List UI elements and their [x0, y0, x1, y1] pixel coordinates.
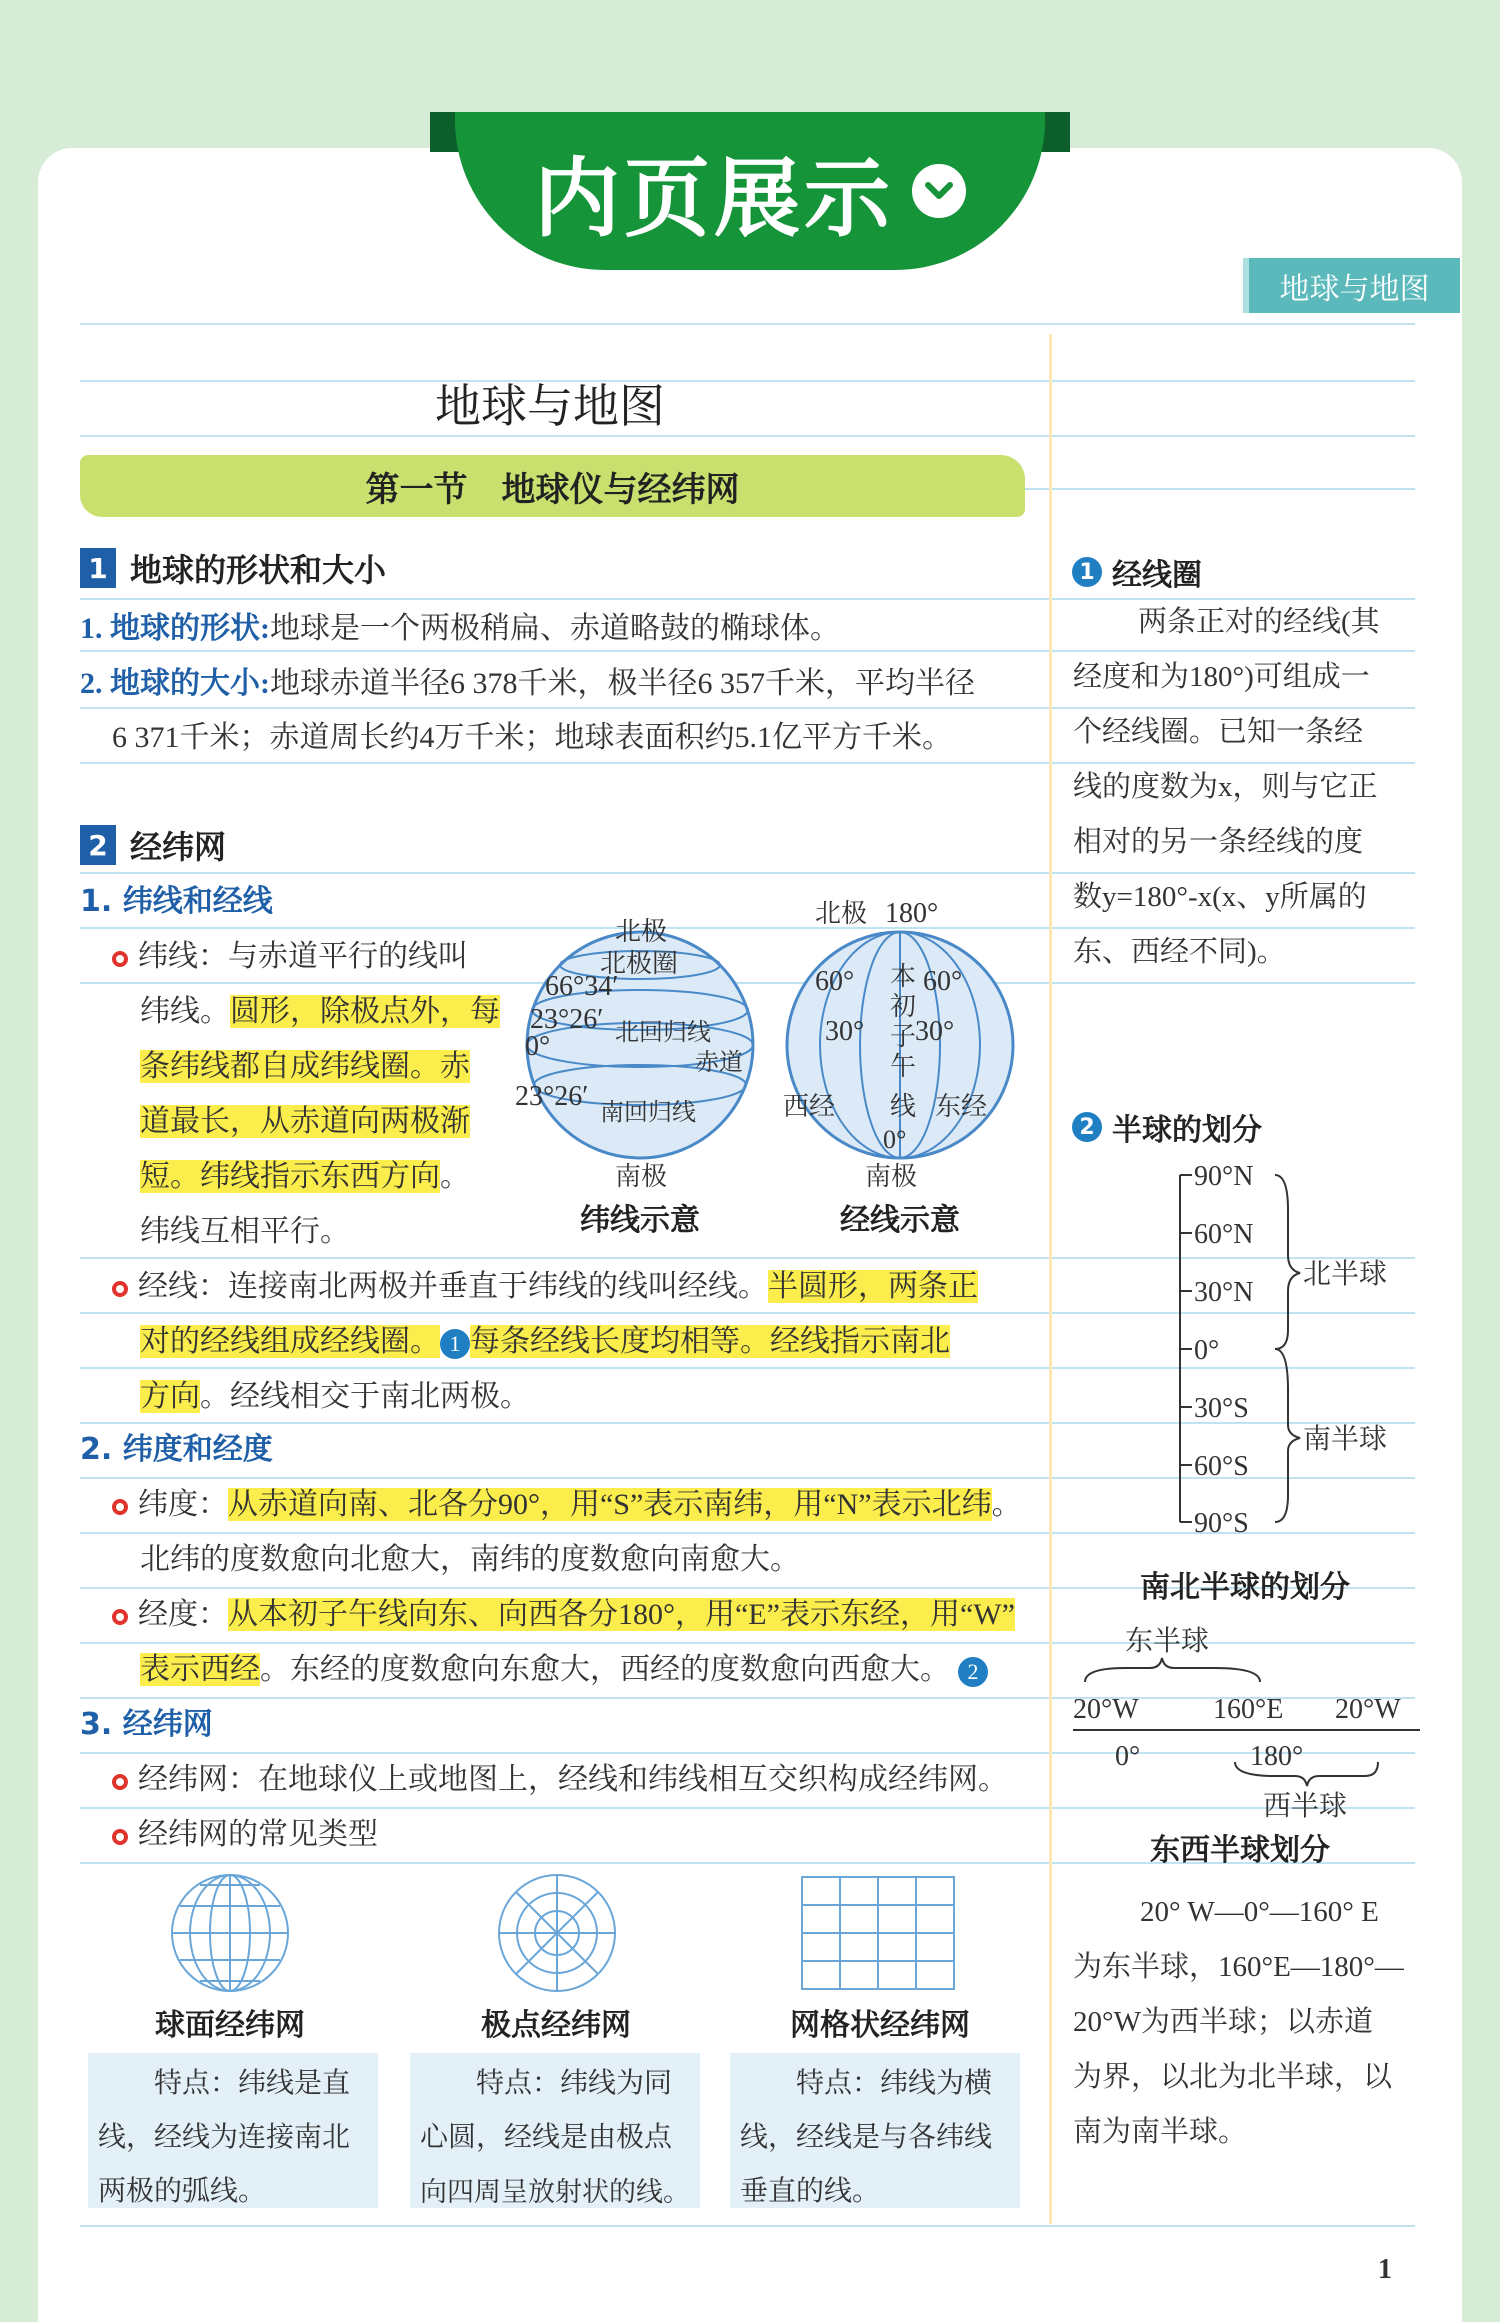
- side-note-2-heading: [1072, 1105, 1262, 1149]
- subheading-lat-lon: 1. 纬线和经线: [80, 884, 273, 919]
- ew-w20b-label: 20°W: [1335, 1694, 1401, 1725]
- lon-e30-label: 30°: [915, 1016, 955, 1047]
- side-note-1-line-7: 东、西经不同)。: [1073, 936, 1286, 968]
- ns-hemisphere-caption: 南北半球的划分: [1140, 1570, 1350, 1605]
- lat-deg3-label: 23°26′: [515, 1081, 589, 1112]
- latdeg-line-1: 纬度：从赤道向南、北各分90°，用“S”表示南纬，用“N”表示北纬。: [112, 1478, 1022, 1532]
- prime-char-1: 本: [890, 962, 917, 991]
- size-paragraph: 2. 地球的大小:地球赤道半径6 378千米，极半径6 357千米，平均半径: [80, 667, 975, 700]
- lat-line-4: 道最长，从赤道向两极渐: [140, 1105, 470, 1138]
- lon-w30-label: 30°: [825, 1016, 865, 1047]
- grid-feature-box-1: 特点：纬线是直 线，经线为连接南北 两极的弧线。: [88, 2053, 378, 2208]
- bullet-icon: [112, 1774, 128, 1790]
- column-divider: [1049, 334, 1052, 2224]
- lon-line-2: 对的经线组成经线圈。 1 每条经线长度均相等。经线指示南北: [140, 1325, 950, 1358]
- note-1-marker: 1: [440, 1329, 470, 1359]
- bullet-icon: [112, 1281, 128, 1297]
- size-paragraph-line2: 6 371千米；赤道周长约4万千米；地球表面积约5.1亿平方千米。: [112, 721, 952, 754]
- ns-hemisphere-diagram: [1160, 1150, 1430, 1550]
- ns-tick-0: 0°: [1194, 1335, 1220, 1366]
- longitude-diagram: [775, 880, 1055, 1240]
- bullet-icon: [112, 1829, 128, 1845]
- prime-char-5: 线: [890, 1092, 917, 1121]
- ew-east-label: 东半球: [1125, 1626, 1210, 1657]
- side-note-1-heading: [1072, 550, 1202, 594]
- lat-arctic-label: 北极圈: [600, 949, 679, 978]
- grid-line-2: 经纬网的常见类型: [112, 1808, 378, 1862]
- side-note-2-line-4: 为界，以北为北半球，以: [1073, 2061, 1393, 2093]
- lat-line-1: 纬线：与赤道平行的线叫: [112, 930, 468, 984]
- lat-deg1-label: 66°34′: [545, 971, 619, 1002]
- lat-deg2-label: 23°26′: [530, 1004, 604, 1035]
- lat-south-label: 南极: [615, 1162, 668, 1191]
- ew-180-label: 180°: [1250, 1741, 1304, 1772]
- ew-hemisphere-diagram: [1065, 1610, 1425, 1830]
- ew-e160-label: 160°E: [1213, 1694, 1284, 1725]
- lon-line-1: 经线：连接南北两极并垂直于纬线的线叫经线。半圆形，两条正: [112, 1260, 978, 1314]
- grid-feature-box-2: 特点：纬线为同 心圆，经线是由极点 向四周呈放射状的线。: [410, 2053, 700, 2208]
- section-2-number: 2: [80, 825, 116, 865]
- side-note-2-line-3: 20°W为西半球；以赤道: [1073, 2006, 1373, 2038]
- ns-tick-90n: 90°N: [1194, 1161, 1254, 1192]
- section-tab[interactable]: 地球与地图: [1243, 258, 1460, 313]
- page-number: 1: [1378, 2254, 1392, 2285]
- page-title: 地球与地图: [435, 379, 665, 433]
- ew-w20-label: 20°W: [1073, 1694, 1139, 1725]
- side-note-1-line-5: 相对的另一条经线的度: [1073, 826, 1364, 858]
- lon-east-label: 东经: [935, 1092, 988, 1121]
- ns-tick-60s: 60°S: [1194, 1451, 1249, 1482]
- side-note-2-number: 2: [1072, 1112, 1102, 1142]
- ns-tick-30n: 30°N: [1194, 1277, 1254, 1308]
- ns-tick-60n: 60°N: [1194, 1219, 1254, 1250]
- side-note-1-line-1: 两条正对的经线(其: [1138, 606, 1380, 638]
- side-note-1-number: 1: [1072, 557, 1102, 587]
- lat-line-2: 纬线。圆形，除极点外，每: [140, 995, 500, 1028]
- ns-tick-30s: 30°S: [1194, 1393, 1249, 1424]
- ew-hemisphere-caption: 东西半球划分: [1150, 1833, 1330, 1868]
- lon-w60-label: 60°: [815, 966, 855, 997]
- grid-type-caption-1: 球面经纬网: [155, 2008, 305, 2043]
- side-note-1-line-3: 个经线圈。已知一条经: [1073, 716, 1364, 748]
- side-note-1-line-2: 经度和为180°)可组成一: [1073, 661, 1370, 693]
- prime-char-4: 午: [890, 1052, 917, 1081]
- subheading-grid: 3. 经纬网: [80, 1707, 213, 1742]
- side-note-1-title: 经线圈: [1112, 558, 1202, 593]
- londeg-line-1: 经度：从本初子午线向东、向西各分180°，用“E”表示东经，用“W”: [112, 1588, 1015, 1642]
- bullet-icon: [112, 951, 128, 967]
- lon-zero-label: 0°: [883, 1125, 907, 1154]
- side-note-2-line-2: 为东半球，160°E—180°—: [1073, 1951, 1404, 1983]
- section-1-title: 地球的形状和大小: [130, 551, 387, 589]
- rectangular-grid-icon: [798, 1873, 958, 1993]
- lat-tropic-n-label: 北回归线: [615, 1020, 711, 1046]
- side-note-1-line-4: 线的度数为x，则与它正: [1073, 771, 1378, 803]
- shape-paragraph: 1. 地球的形状:地球是一个两极稍扁、赤道略鼓的椭球体。: [80, 612, 840, 645]
- latitude-caption: 纬线示意: [580, 1203, 700, 1238]
- ns-tick-90s: 90°S: [1194, 1508, 1249, 1539]
- chevron-down-icon[interactable]: [912, 164, 966, 218]
- londeg-line-2: 表示西经。东经的度数愈向东愈大，西经的度数愈向西愈大。 2: [140, 1643, 988, 1697]
- section-1-number: 1: [80, 548, 116, 588]
- lon-180-label: 180°: [885, 898, 939, 929]
- lat-line-3: 条纬线都自成纬线圈。赤: [140, 1050, 470, 1083]
- side-note-2-line-1: 20° W—0°—160° E: [1140, 1896, 1379, 1928]
- grid-feature-box-3: 特点：纬线为横 线，经线是与各纬线 垂直的线。: [730, 2053, 1020, 2208]
- grid-line-1: 经纬网：在地球仪上或地图上，经线和纬线相互交织构成经纬网。: [112, 1753, 1008, 1807]
- section-2-title: 经纬网: [130, 828, 227, 866]
- south-hemisphere-label: 南半球: [1303, 1424, 1388, 1455]
- lon-north-label: 北极: [815, 899, 868, 928]
- subheading-degrees: 2. 纬度和经度: [80, 1432, 273, 1467]
- prime-char-2: 初: [890, 992, 917, 1021]
- spherical-grid-icon: [165, 1868, 295, 1998]
- ew-west-label: 西半球: [1263, 1791, 1348, 1822]
- lat-line-5: 短。纬线指示东西方向。: [140, 1160, 470, 1193]
- header-banner: [455, 112, 1045, 270]
- longitude-caption: 经线示意: [840, 1203, 960, 1238]
- section-1-heading: [80, 545, 386, 591]
- side-note-2-line-5: 南为南半球。: [1073, 2116, 1248, 2148]
- lat-line-6: 纬线互相平行。: [140, 1215, 350, 1248]
- lon-line-3: 方向。经线相交于南北两极。: [140, 1380, 530, 1413]
- ew-zero-label: 0°: [1115, 1741, 1141, 1772]
- lat-tropic-s-label: 南回归线: [600, 1100, 696, 1126]
- grid-type-caption-2: 极点经纬网: [481, 2008, 631, 2043]
- lon-south-label: 南极: [865, 1162, 918, 1191]
- lon-west-label: 西经: [783, 1092, 836, 1121]
- section-bar: 第一节 地球仪与经纬网: [80, 455, 1025, 517]
- latdeg-line-2: 北纬的度数愈向北愈大，南纬的度数愈向南愈大。: [140, 1543, 800, 1576]
- lat-zero-label: 0°: [525, 1031, 551, 1062]
- latitude-diagram: [500, 880, 800, 1240]
- grid-type-caption-3: 网格状经纬网: [790, 2008, 970, 2043]
- side-note-1-line-6: 数y=180°-x(x、y所属的: [1073, 881, 1367, 913]
- polar-grid-icon: [492, 1868, 622, 1998]
- lon-e60-label: 60°: [923, 966, 963, 997]
- banner-title: 内页展示: [534, 149, 894, 249]
- north-hemisphere-label: 北半球: [1303, 1259, 1388, 1290]
- bullet-icon: [112, 1609, 128, 1625]
- note-2-marker: 2: [958, 1657, 988, 1687]
- section-2-heading: [80, 822, 226, 868]
- lat-north-label: 北极: [615, 917, 668, 946]
- side-note-2-title: 半球的划分: [1112, 1113, 1262, 1148]
- lat-equator-label: 赤道: [695, 1050, 743, 1076]
- bullet-icon: [112, 1499, 128, 1515]
- prime-char-3: 子: [890, 1022, 917, 1051]
